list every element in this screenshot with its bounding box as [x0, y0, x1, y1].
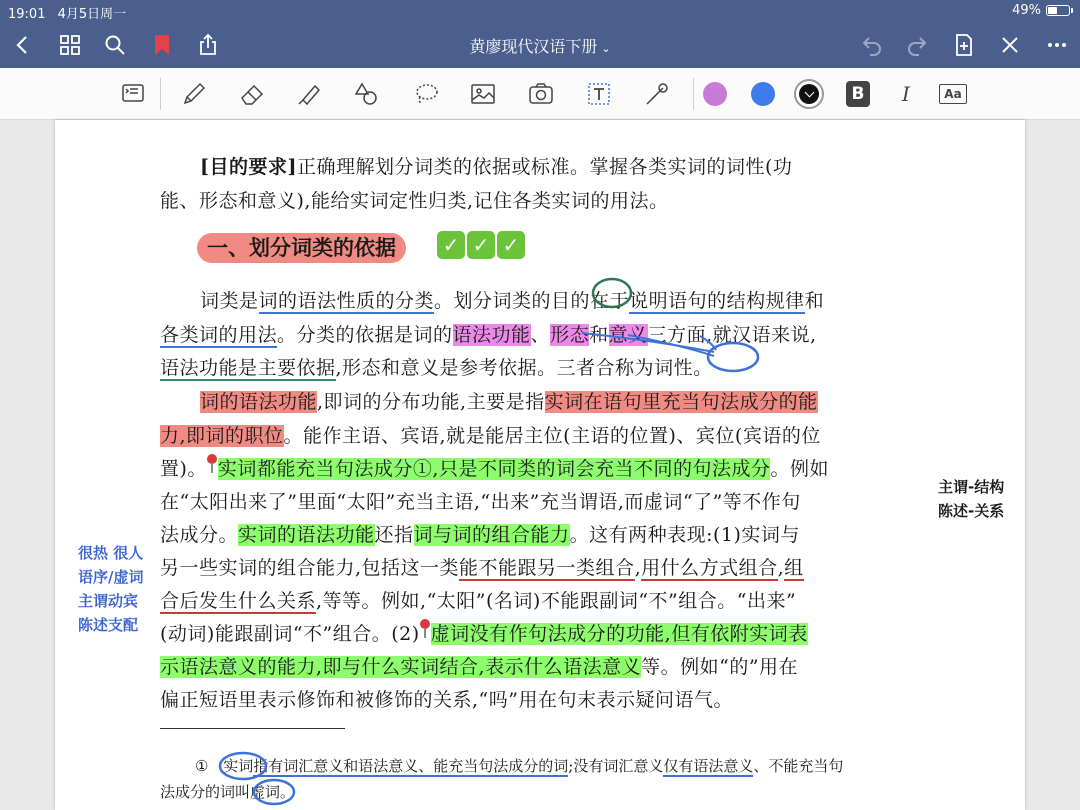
- pin-icon[interactable]: [420, 619, 430, 629]
- p2-line-8: (动词)能跟副词“不”组合。(2) 虚词没有作句法成分的功能,但有依附实词表: [160, 619, 808, 646]
- pin-icon[interactable]: [207, 454, 217, 464]
- chevron-down-icon: ⌄: [601, 42, 611, 55]
- goal-line-1: [目的要求]正确理解划分词类的依据或标准。掌握各类实词的词性(功: [200, 156, 793, 178]
- image-icon[interactable]: [467, 79, 499, 109]
- text-box-icon[interactable]: [583, 79, 615, 109]
- margin-note-right: 主谓-结构 陈述-关系: [938, 478, 1005, 520]
- pen-icon[interactable]: [178, 79, 210, 109]
- goal-line-2: 能、形态和意义),能给实词定性归类,记住各类实词的用法。: [160, 190, 669, 212]
- close-pen-icon[interactable]: [995, 30, 1025, 60]
- grid-icon[interactable]: [55, 30, 85, 60]
- laser-pointer-icon[interactable]: [641, 79, 673, 109]
- margin-note-left: 很热 很人 语序/虚词 主谓动宾 陈述支配: [78, 544, 144, 634]
- checkmark-icon: ✓: [497, 231, 525, 259]
- p2-line-2: 力,即词的职位。能作主语、宾语,就是能居主位(主语的位置)、宾位(宾语的位: [160, 425, 821, 447]
- p1-line-2: 各类词的用法。分类的依据是词的语法功能、形态和意义三方面,就汉语来说,: [160, 324, 817, 346]
- back-icon[interactable]: [8, 30, 38, 60]
- status-bar: [0, 0, 1080, 22]
- color-swatch-black-selected[interactable]: [794, 79, 824, 109]
- battery-percent: 49%: [1012, 3, 1041, 18]
- footnote-line-2: 法成分的词叫虚词。: [160, 783, 296, 801]
- highlighter-icon[interactable]: [293, 79, 325, 109]
- footnote-line-1: ① 实词指有词汇意义和语法意义、能充当句法成分的词;没有词汇意义仅有语法意义、不能充当句: [195, 757, 844, 775]
- p2-line-4: 在“太阳出来了”里面“太阳”充当主语,“出来”充当谓语,而虚词“了”等不作句: [160, 491, 801, 513]
- camera-icon[interactable]: [525, 79, 557, 109]
- share-icon[interactable]: [193, 30, 223, 60]
- p2-line-1: 词的语法功能,即词的分布功能,主要是指实词在语句里充当句法成分的能: [200, 391, 818, 413]
- color-swatch-purple[interactable]: [703, 82, 727, 106]
- add-page-icon[interactable]: [949, 30, 979, 60]
- checkmark-icon: ✓: [437, 231, 465, 259]
- eraser-icon[interactable]: [236, 79, 268, 109]
- more-icon[interactable]: [1042, 30, 1072, 60]
- checkmark-icon: ✓: [467, 231, 495, 259]
- search-icon[interactable]: [100, 30, 130, 60]
- footnote-rule: [160, 728, 345, 729]
- read-mode-icon[interactable]: [117, 79, 149, 109]
- p2-line-9: 示语法意义的能力,即与什么实词结合,表示什么语法意义等。例如“的”用在: [160, 656, 799, 678]
- lasso-icon[interactable]: [410, 79, 442, 109]
- p2-line-3: 置)。 实词都能充当句法成分①,只是不同类的词会充当不同的句法成分。例如: [160, 454, 829, 481]
- document-title[interactable]: 黄廖现代汉语下册 ⌄: [469, 37, 611, 56]
- battery-icon: [1046, 5, 1070, 16]
- check-stickers: [437, 231, 525, 259]
- nav-bar: [0, 22, 1080, 68]
- status-date: 4月5日周一: [57, 7, 127, 22]
- text-style-button[interactable]: Aa: [939, 84, 967, 104]
- document-page[interactable]: [55, 120, 1025, 810]
- p2-line-10: 偏正短语里表示修饰和被修饰的关系,“吗”用在句末表示疑问语气。: [160, 689, 733, 711]
- p1-line-1: 词类是词的语法性质的分类。划分词类的目的在于说明语句的结构规律和: [200, 290, 825, 312]
- annotation-toolbar: [0, 68, 1080, 120]
- bookmark-icon[interactable]: [147, 30, 177, 60]
- italic-button[interactable]: I: [902, 82, 910, 106]
- p2-line-7: 合后发生什么关系,等等。例如,“太阳”(名词)不能跟副词“不”组合。“出来”: [160, 590, 797, 612]
- status-time: 19:01: [8, 7, 46, 22]
- p1-line-3: 语法功能是主要依据,形态和意义是参考依据。三者合称为词性。: [160, 357, 713, 379]
- color-swatch-blue[interactable]: [751, 82, 775, 106]
- p2-line-6: 另一些实词的组合能力,包括这一类能不能跟另一类组合,用什么方式组合,组: [160, 557, 804, 579]
- redo-icon[interactable]: [902, 30, 932, 60]
- section-heading: 一、划分词类的依据: [197, 233, 406, 263]
- undo-icon[interactable]: [857, 30, 887, 60]
- shapes-icon[interactable]: [350, 79, 382, 109]
- p2-line-5: 法成分。实词的语法功能还指词与词的组合能力。这有两种表现:(1)实词与: [160, 524, 800, 546]
- bold-button[interactable]: B: [846, 81, 870, 107]
